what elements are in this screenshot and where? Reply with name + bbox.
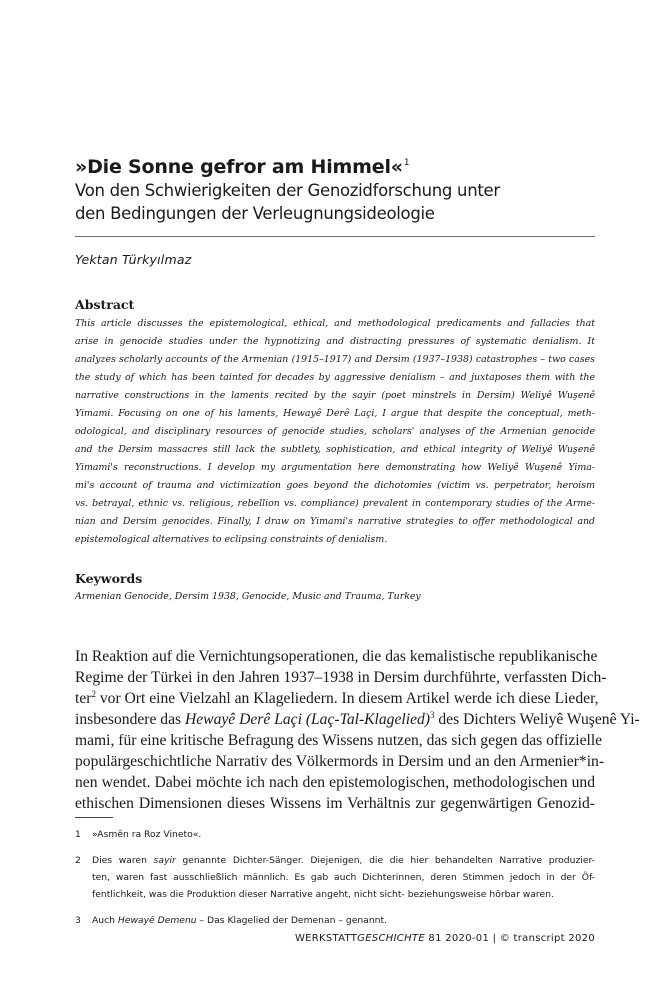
abstract-heading: Abstract (75, 297, 135, 312)
footnote-ref-3[interactable]: 3 (429, 710, 435, 720)
footnote-number: 1 (75, 829, 81, 840)
body-line: Regime der Türkei in den Jahren 1937–1938 in Dersim durchführte, verfassten Dich- (75, 669, 607, 686)
keywords-text: Armenian Genocide, Dersim 1938, Genocide, Music and Trauma, Turkey (75, 591, 421, 602)
footnote-text: genannte Dichter-Sänger. Diejenigen, die die hier behandelten Narrative produzier- (175, 855, 595, 866)
abstract-text (75, 315, 595, 549)
journal-name: WERKSTATT (294, 933, 358, 944)
body-line: populärgeschichtliche Narrativ des Völkermords in Dersim und an den Armenier*in- (75, 753, 605, 770)
body-line (75, 688, 599, 709)
journal-name-italic: GESCHICHTE (357, 933, 425, 944)
footnote-term: sayir (153, 855, 176, 866)
article-subtitle (75, 179, 595, 225)
abstract-line: odological, and disciplinary resources of genocide studies, scholars' analyses of the Armenian genocide (75, 426, 595, 437)
footnote-text: »Asmên ra Roz Vineto«. (92, 829, 202, 840)
page-footer (295, 932, 595, 946)
abstract-line: analyzes scholarly accounts of the Armenian (1915–1917) and Dersim (1937–1938) catastrophes – two cases (75, 354, 595, 365)
subtitle-line: Von den Schwierigkeiten der Genozidforschung unter (75, 181, 500, 200)
body-line: ethischen Dimensionen dieses Wissens im Verhältnis zur gegenwärtigen Genozid- (75, 795, 595, 812)
footnote-ref-2[interactable]: 2 (91, 689, 96, 699)
footnote-line: fentlichkeit, was die Produktion dieser Narrative angeht, nicht sicht- beziehungsweise hörbar waren. (92, 889, 554, 900)
body-line (75, 709, 640, 730)
keywords-heading: Keywords (75, 571, 143, 586)
article-title (75, 151, 595, 179)
lament-title: Hewayê Derê Laçi (Laç-Tal-Klagelied) (185, 711, 430, 728)
body-line-text: ter (75, 690, 92, 707)
footnote-text: Auch (92, 915, 118, 926)
abstract-line: mi's account of trauma and victimization goes beyond the dichotomies (victim vs. perpetrator, heroism (75, 480, 595, 491)
footnote-2 (75, 852, 595, 903)
footnote-1 (75, 826, 595, 843)
body-line-text: vor Ort eine Vielzahl an Klageliedern. In diesem Artikel werde ich diese Lieder, (95, 690, 599, 707)
abstract-line: and the Dersim massacres still lack the subtlety, sophistication, and ethical integrity of Weliyê Wuşenê (75, 444, 595, 455)
abstract-line: vs. betrayal, ethnic vs. religious, rebellion vs. compliance) prevalent in contemporary studies of the Arme- (75, 498, 595, 509)
author-name: Yektan Türkyılmaz (75, 252, 192, 267)
title-divider (75, 236, 595, 237)
abstract-line: the study of which has been tainted for decades by aggressive denialism – and juxtaposes them with the (75, 372, 595, 383)
article-header (75, 151, 595, 225)
body-line: mami, für eine kritische Befragung des Wissens nutzen, das sich gegen das offizielle (75, 732, 603, 749)
body-line: nen wendet. Dabei möchte ich nach den epistemologischen, methodologischen und (75, 774, 595, 791)
abstract-line: Yimami's reconstructions. I develop my argumentation here demonstrating how Weliyê Wuşenê Yima- (75, 462, 595, 473)
footnote-text: – Das Klagelied der Demenan – genannt. (196, 915, 387, 926)
abstract-line: epistemological alternatives to eclipsing constraints of denialism. (75, 534, 388, 545)
subtitle-line: den Bedingungen der Verleugnungsideologie (75, 204, 435, 223)
footnote-divider (75, 817, 113, 818)
footnote-number: 2 (75, 855, 81, 866)
article-title-text: »Die Sonne gefror am Himmel« (75, 156, 403, 178)
abstract-line: arise in genocide studies under the hypnotizing and distracting pressures of systematic denialism. It (75, 336, 595, 347)
body-line-text: des Dichters Weliyê Wuşenê Yi- (434, 711, 640, 728)
footnote-number: 3 (75, 915, 81, 926)
footnote-3 (75, 912, 595, 929)
footnote-line (92, 852, 595, 869)
abstract-line: Yimami. Focusing on one of his laments, Hewayê Derê Laçi, I argue that despite the conceptual, meth- (75, 408, 595, 419)
abstract-line: narrative constructions in the laments recited by the sayir (poet minstrels in Dersim) Weliyê Wuşenê (75, 390, 595, 401)
footnote-text: Dies waren (92, 855, 154, 866)
issue-info: 81 2020-01 | © transcript 2020 (424, 933, 595, 944)
footnotes (75, 826, 595, 938)
body-line: In Reaktion auf die Vernichtungsoperationen, die das kemalistische republikanische (75, 648, 598, 665)
body-paragraph (75, 646, 640, 814)
abstract-line: This article discusses the epistemological, ethical, and methodological predicaments and fallacies that (75, 318, 595, 329)
abstract-line: nian and Dersim genocides. Finally, I draw on Yimami's narrative strategies to offer methodological and (75, 516, 595, 527)
body-line-text: insbesondere das (75, 711, 185, 728)
title-footnote-marker[interactable]: 1 (403, 158, 410, 168)
footnote-line: ten, waren fast ausschließlich männlich. Es gab auch Dichterinnen, deren Stimmen jedoch in der Öf- (92, 872, 595, 883)
footnote-term: Hewayê Demenu (117, 915, 197, 926)
